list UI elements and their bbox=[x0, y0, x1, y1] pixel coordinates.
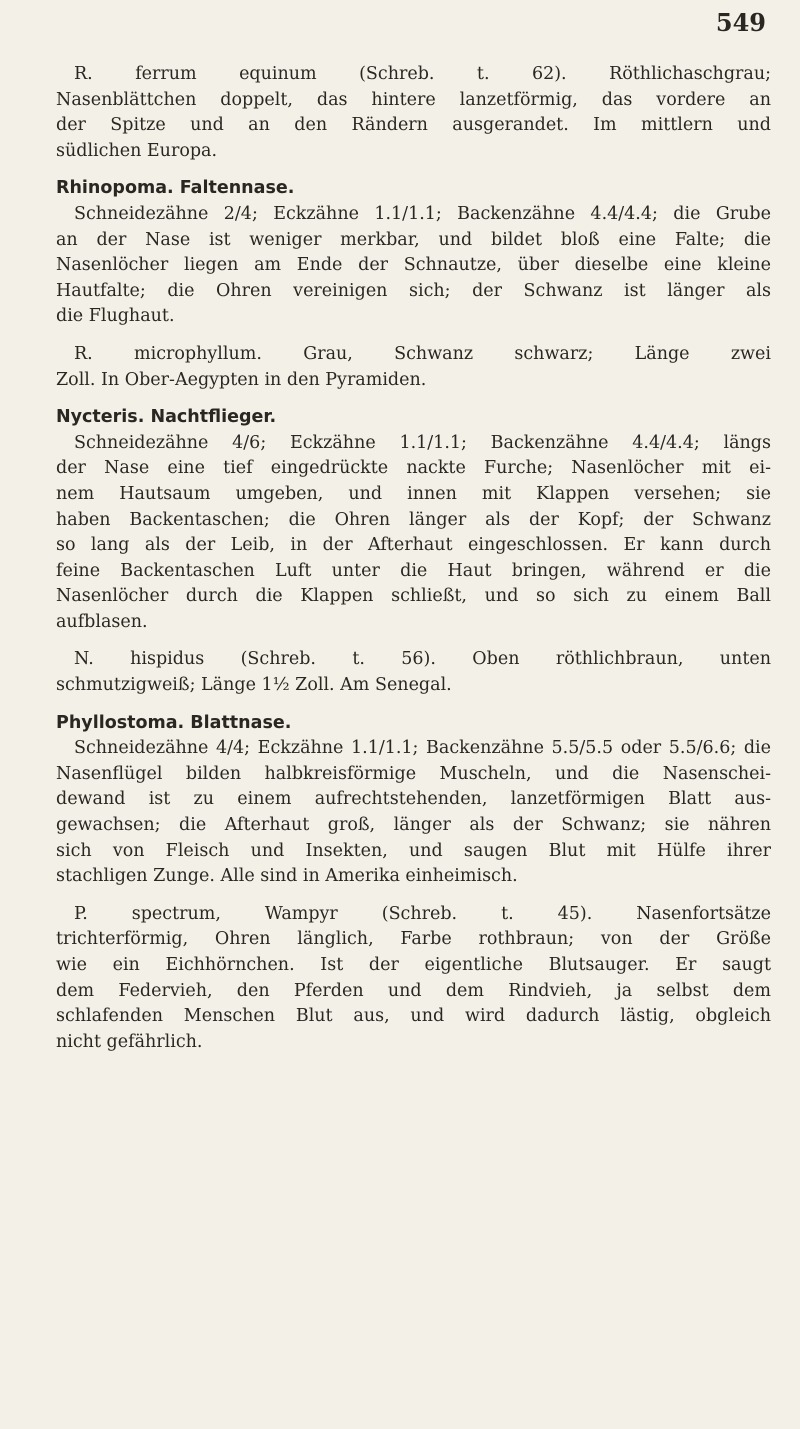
text-line: dem Federvieh, den Pferden und dem Rindvieh, ja selbst dem bbox=[56, 980, 771, 1001]
text-line: wie ein Eichhörnchen. Ist der eigentliche Blutsauger. Er saugt bbox=[56, 955, 771, 975]
text-line: gewachsen; die Afterhaut groß, länger als der Schwanz; sie nähren bbox=[56, 815, 771, 836]
text-line: südlichen Europa. bbox=[56, 140, 218, 161]
text-line: Nasenflügel bilden halbkreisförmige Muscheln, und die Nasenschei- bbox=[56, 763, 771, 784]
entry-hispidus bbox=[56, 647, 771, 698]
text-line: schlafenden Menschen Blut aus, und wird dadurch lästig, obgleich bbox=[56, 1006, 771, 1027]
text-line: schmutzigweiß; Länge 1½ Zoll. Am Senegal. bbox=[56, 675, 452, 696]
text-line: die Flughaut. bbox=[56, 306, 175, 327]
text-line: nem Hautsaum umgeben, und innen mit Klappen versehen; sie bbox=[56, 483, 771, 504]
text-line: der Nase eine tief eingedrückte nackte Furche; Nasenlöcher mit ei- bbox=[56, 458, 771, 479]
text-line: N. hispidus (Schreb. t. 56). Oben röthlichbraun, unten bbox=[74, 649, 771, 670]
text-line: trichterförmig, Ohren länglich, Farbe rothbraun; von der Größe bbox=[56, 929, 771, 950]
text-line: der Spitze und an den Rändern ausgerandet. Im mittlern und bbox=[56, 115, 771, 136]
entry-nycteris bbox=[56, 405, 771, 635]
entry-microphyllum bbox=[56, 342, 771, 393]
page-text bbox=[56, 62, 771, 1067]
text-line: Schneidezähne 4/4; Eckzähne 1.1/1.1; Backenzähne 5.5/5.5 oder 5.5/6.6; die bbox=[74, 738, 771, 759]
text-line: R. microphyllum. Grau, Schwanz schwarz; Länge zwei bbox=[74, 343, 771, 364]
text-line: Nasenblättchen doppelt, das hintere lanzetförmig, das vordere an bbox=[56, 89, 771, 110]
entry-ferrum bbox=[56, 62, 771, 164]
text-line: so lang als der Leib, in der Afterhaut eingeschlossen. Er kann durch bbox=[56, 535, 771, 556]
genus-heading: Phyllostoma. Blattnase. bbox=[56, 712, 292, 733]
entry-spectrum bbox=[56, 902, 771, 1056]
text-line: Nasenlöcher durch die Klappen schließt, und so sich zu einem Ball bbox=[56, 586, 771, 607]
text-line: P. spectrum, Wampyr (Schreb. t. 45). Nasenfortsätze bbox=[74, 903, 771, 924]
text-line: stachligen Zunge. Alle sind in Amerika einheimisch. bbox=[56, 866, 518, 887]
text-line: an der Nase ist weniger merkbar, und bildet bloß eine Falte; die bbox=[56, 229, 771, 250]
text-line: Zoll. In Ober-Aegypten in den Pyramiden. bbox=[56, 369, 427, 390]
text-line: feine Backentaschen Luft unter die Haut bringen, während er die bbox=[56, 560, 771, 581]
text-line: Schneidezähne 2/4; Eckzähne 1.1/1.1; Backenzähne 4.4/4.4; die Grube bbox=[74, 203, 771, 224]
text-line: Hautfalte; die Ohren vereinigen sich; der Schwanz ist länger als bbox=[56, 280, 771, 301]
text-line: R. ferrum equinum (Schreb. t. 62). Röthlichaschgrau; bbox=[74, 64, 771, 84]
text-line: nicht gefährlich. bbox=[56, 1031, 203, 1052]
text-line: Nasenlöcher liegen am Ende der Schnautze, über dieselbe eine kleine bbox=[56, 255, 771, 276]
page-number: 549 bbox=[715, 8, 766, 37]
text-line: sich von Fleisch und Insekten, und saugen Blut mit Hülfe ihrer bbox=[56, 840, 771, 861]
genus-heading: Nycteris. Nachtflieger. bbox=[56, 407, 277, 428]
text-line: dewand ist zu einem aufrechtstehenden, lanzetförmigen Blatt aus- bbox=[56, 789, 771, 810]
entry-phyllostoma bbox=[56, 711, 771, 890]
text-line: Schneidezähne 4/6; Eckzähne 1.1/1.1; Backenzähne 4.4/4.4; längs bbox=[74, 432, 771, 453]
genus-heading: Rhinopoma. Faltennase. bbox=[56, 178, 295, 199]
text-line: haben Backentaschen; die Ohren länger als der Kopf; der Schwanz bbox=[56, 509, 771, 530]
text-line: aufblasen. bbox=[56, 611, 148, 632]
entry-rhinopoma bbox=[56, 176, 771, 330]
